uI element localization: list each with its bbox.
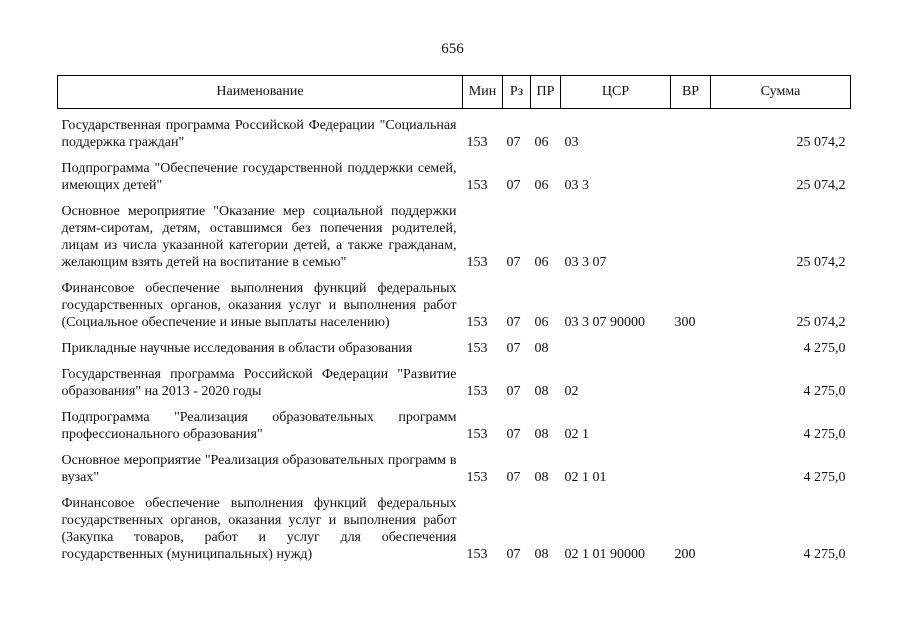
row-sum: 25 074,2	[796, 135, 846, 150]
row-min: 153	[466, 135, 488, 150]
table-row	[58, 332, 851, 358]
row-name: Подпрограмма "Обеспечение государственной поддержки семей, имеющих детей"	[61, 161, 457, 193]
header-pr: ПР	[531, 76, 561, 109]
row-rz: 07	[506, 135, 521, 150]
row-min: 153	[466, 315, 488, 330]
row-vr	[671, 152, 711, 195]
row-csr: 03 3 07	[564, 255, 607, 270]
row-name: Государственная программа Российской Федерации "Социальная поддержка граждан"	[61, 118, 457, 150]
row-name: Прикладные научные исследования в области образования	[61, 341, 413, 356]
row-min: 153	[466, 547, 488, 562]
row-sum: 4 275,0	[803, 384, 846, 399]
row-pr: 08	[534, 547, 549, 562]
row-sum: 25 074,2	[796, 255, 846, 270]
header-name: Наименование	[58, 76, 463, 109]
row-name: Подпрограмма "Реализация образовательных программ профессионального образования"	[61, 410, 457, 442]
row-sum: 4 275,0	[803, 547, 846, 562]
row-sum: 4 275,0	[803, 341, 846, 356]
budget-table	[57, 75, 851, 564]
table-body	[58, 109, 851, 565]
row-vr	[671, 444, 711, 487]
header-row	[58, 76, 851, 109]
row-name: Финансовое обеспечение выполнения функций федеральных государственных органов, оказания услуг и выполнения работ (Закупка товаров, работ и услуг для обеспечения государственных (муниципальных) нужд)	[61, 496, 457, 562]
row-pr: 08	[534, 427, 549, 442]
row-rz: 07	[506, 427, 521, 442]
table-row	[58, 358, 851, 401]
header-rz: Рз	[503, 76, 531, 109]
table-row	[58, 401, 851, 444]
row-csr: 03	[564, 135, 579, 150]
table-row	[58, 195, 851, 272]
row-csr: 03 3 07 90000	[564, 315, 645, 330]
row-csr	[561, 332, 671, 358]
row-pr: 06	[534, 255, 549, 270]
row-rz: 07	[506, 547, 521, 562]
row-vr: 300	[674, 315, 696, 330]
row-vr: 200	[674, 547, 696, 562]
row-name: Финансовое обеспечение выполнения функций федеральных государственных органов, оказания услуг и выполнения работ (Социальное обеспечение и иные выплаты населению)	[61, 281, 457, 330]
row-vr	[671, 195, 711, 272]
page-number: 656	[441, 41, 464, 57]
row-rz: 07	[506, 178, 521, 193]
header-sum: Сумма	[711, 76, 851, 109]
row-pr: 06	[534, 178, 549, 193]
header-min: Мин	[463, 76, 503, 109]
row-rz: 07	[506, 255, 521, 270]
row-min: 153	[466, 470, 488, 485]
row-sum: 4 275,0	[803, 427, 846, 442]
row-pr: 08	[534, 470, 549, 485]
row-sum: 4 275,0	[803, 470, 846, 485]
row-vr	[671, 358, 711, 401]
row-sum: 25 074,2	[796, 178, 846, 193]
row-rz: 07	[506, 341, 521, 356]
row-csr: 02	[564, 384, 579, 399]
row-rz: 07	[506, 384, 521, 399]
row-vr	[671, 109, 711, 153]
row-min: 153	[466, 178, 488, 193]
row-rz: 07	[506, 470, 521, 485]
table-row	[58, 444, 851, 487]
row-min: 153	[466, 427, 488, 442]
row-rz: 07	[506, 315, 521, 330]
row-pr: 08	[534, 384, 549, 399]
table-row	[58, 487, 851, 564]
row-pr: 06	[534, 315, 549, 330]
row-vr	[671, 401, 711, 444]
row-min: 153	[466, 384, 488, 399]
table-row	[58, 152, 851, 195]
row-vr	[671, 332, 711, 358]
row-name: Основное мероприятие "Реализация образовательных программ в вузах"	[61, 453, 457, 485]
row-csr: 02 1 01	[564, 470, 607, 485]
row-pr: 08	[534, 341, 549, 356]
row-min: 153	[466, 341, 488, 356]
row-sum: 25 074,2	[796, 315, 846, 330]
row-min: 153	[466, 255, 488, 270]
row-csr: 02 1 01 90000	[564, 547, 645, 562]
row-csr: 03 3	[564, 178, 589, 193]
row-name: Государственная программа Российской Федерации "Развитие образования" на 2013 - 2020 годы	[61, 367, 457, 399]
row-csr: 02 1	[564, 427, 589, 442]
table-row	[58, 109, 851, 153]
table-row	[58, 272, 851, 332]
header-vr: ВР	[671, 76, 711, 109]
row-name: Основное мероприятие "Оказание мер социальной поддержки детям-сиротам, детям, оставшимся без попечения родителей, лицам из числа указанной категории детей, а также гражданам, желающим взять детей на воспитание в семью"	[61, 204, 457, 270]
header-csr: ЦСР	[561, 76, 671, 109]
row-pr: 06	[534, 135, 549, 150]
